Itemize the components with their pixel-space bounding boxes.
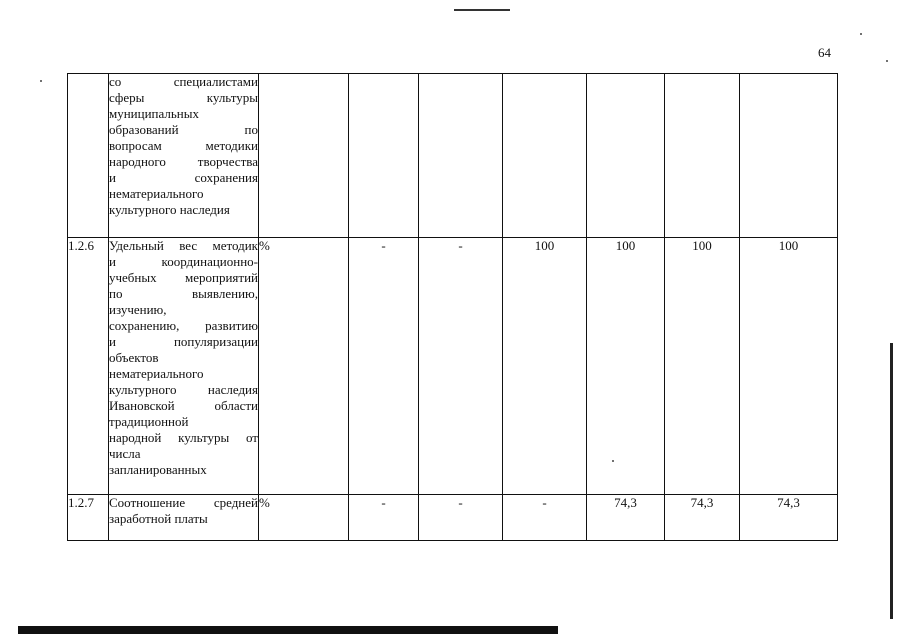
indicator-name-line: традиционной: [109, 414, 189, 429]
indicator-name-line: народного творчества: [109, 154, 258, 169]
table-row: [68, 74, 838, 238]
scan-artifact-right-edge: [890, 343, 893, 619]
scan-artifact-bottom-bar: [18, 626, 558, 634]
indicator-name-line: и популяризации: [109, 334, 258, 349]
indicator-name-line: объектов: [109, 350, 159, 365]
indicator-name-line: и сохранения: [109, 170, 258, 185]
indicator-table: [67, 73, 838, 541]
indicator-name-line: Удельный вес методик: [109, 238, 258, 253]
indicator-name-cell: [109, 238, 259, 495]
scan-speck: [886, 60, 888, 62]
value-cell: -: [419, 238, 503, 495]
row-number-cell: [68, 74, 109, 238]
value-cell: [349, 74, 419, 238]
value-cell: 74,3: [740, 495, 838, 541]
indicator-name-line: Ивановской области: [109, 398, 258, 413]
indicator-name-line: учебных мероприятий: [109, 270, 258, 285]
indicator-name-line: запланированных: [109, 462, 207, 477]
indicator-name-line: и координационно-: [109, 254, 258, 269]
table-row: [68, 495, 838, 541]
scan-speck: [860, 33, 862, 35]
indicator-name-line: со специалистами: [109, 74, 258, 89]
unit-cell: %: [259, 238, 349, 495]
indicator-name-line: нематериального: [109, 366, 204, 381]
indicator-name-line: сохранению, развитию: [109, 318, 258, 333]
value-cell: 100: [503, 238, 587, 495]
value-cell: 74,3: [587, 495, 665, 541]
page-number: 64: [818, 45, 831, 60]
indicator-name-cell: [109, 495, 259, 541]
scan-speck: [612, 460, 614, 462]
row-number-cell: 1.2.6: [68, 238, 109, 495]
scan-speck: [40, 80, 42, 82]
indicator-name-line: изучению,: [109, 302, 167, 317]
indicator-name-line: образований по: [109, 122, 258, 137]
value-cell: [665, 74, 740, 238]
scan-artifact-top-line: [454, 9, 510, 11]
value-cell: 100: [665, 238, 740, 495]
value-cell: -: [419, 495, 503, 541]
row-number-cell: 1.2.7: [68, 495, 109, 541]
indicator-name-line: народной культуры от: [109, 430, 258, 445]
indicator-name-line: нематериального: [109, 186, 204, 201]
value-cell: 100: [587, 238, 665, 495]
table-row: [68, 238, 838, 495]
indicator-name-line: вопросам методики: [109, 138, 258, 153]
indicator-name-cell: [109, 74, 259, 238]
value-cell: -: [349, 495, 419, 541]
indicator-name-line: Соотношение средней: [109, 495, 258, 510]
value-cell: [419, 74, 503, 238]
value-cell: [503, 74, 587, 238]
value-cell: -: [503, 495, 587, 541]
value-cell: -: [349, 238, 419, 495]
indicator-name-line: сферы культуры: [109, 90, 258, 105]
indicator-name-line: по выявлению,: [109, 286, 258, 301]
unit-cell: [259, 74, 349, 238]
indicator-name-line: числа: [109, 446, 141, 461]
value-cell: 100: [740, 238, 838, 495]
unit-cell: %: [259, 495, 349, 541]
value-cell: 74,3: [665, 495, 740, 541]
indicator-name-line: муниципальных: [109, 106, 200, 121]
indicator-name-line: культурного наследия: [109, 382, 258, 397]
value-cell: [740, 74, 838, 238]
indicator-name-line: заработной платы: [109, 511, 208, 526]
indicator-name-line: культурного наследия: [109, 202, 230, 217]
value-cell: [587, 74, 665, 238]
